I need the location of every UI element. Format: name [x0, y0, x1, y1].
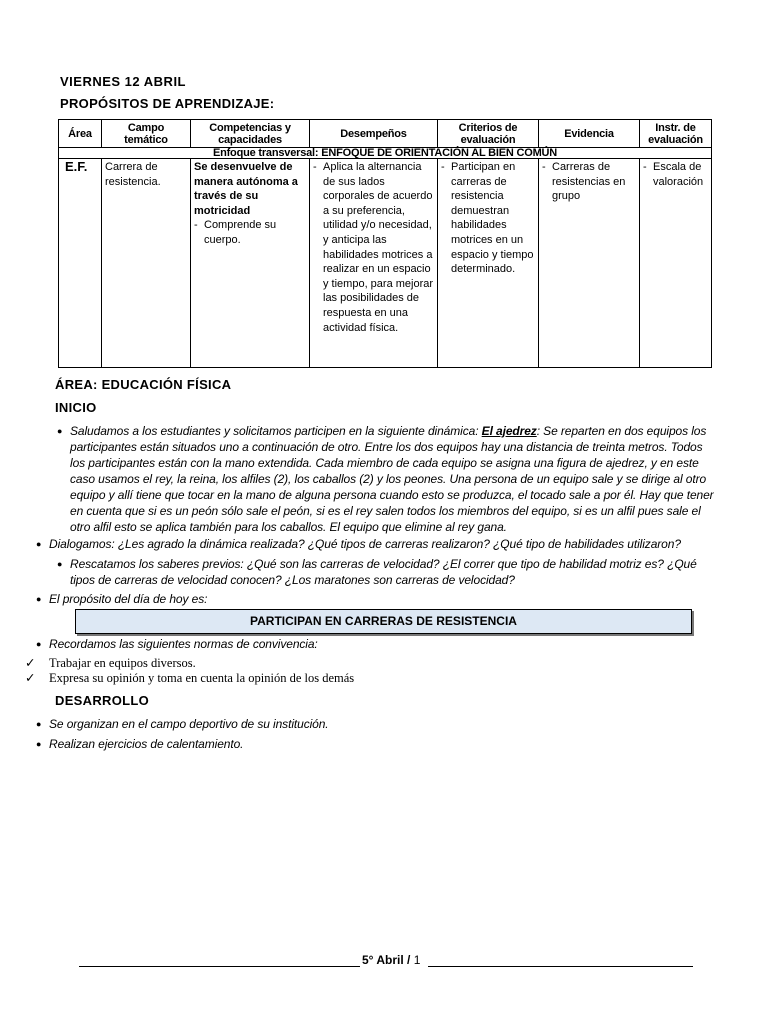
- col-header-campo: Campo temático: [102, 120, 191, 148]
- col-header-evidencia: Evidencia: [539, 120, 640, 148]
- bullet-icon: ●: [36, 594, 42, 604]
- enfoque-transversal: Enfoque transversal: ENFOQUE DE ORIENTACIÓN AL BIEN COMÚN: [59, 148, 712, 159]
- list-item: ● Dialogamos: ¿Les agrado la dinámica realizada? ¿Qué tipos de carreras realizaron? ¿Qué tipo de habilidades utilizaron?: [36, 537, 681, 551]
- list-item: ● Recordamos las siguientes normas de convivencia:: [36, 637, 318, 651]
- purposes-heading: PROPÓSITOS DE APRENDIZAJE:: [60, 96, 275, 111]
- list-item: ● Saludamos a los estudiantes y solicitamos participen en la siguiente dinámica: El ajedrez: Se reparten en dos equipos los participantes están situados uno a continuación de otro. Entre los dos equipos hay una distancia de treinta metros. Todos los participantes están con la mano extendida. Cada miembro de cada equipo se asigna una figura de ajedrez, y en este caso usamos el rey, la reina, los alfiles (2), los caballos (2) y los peones. Una persona de un equipo sale y se dirige al otro equipo y allí tiene que tocar en la mano de alguna persona cuando esto se produzca, el tocado sale a por él. Hay que tener en cuenta que si es un peón sólo sale el peón, si es el rey salen todos los miembros del equipo, si es un alfil pues sale el otro alfil esto se aplica también para los caballos. El equipo que elimine al rey gana.: [57, 424, 714, 534]
- bullet-icon: ●: [36, 539, 42, 549]
- page-number: 1: [413, 953, 421, 967]
- checkmark-icon: ✓: [25, 656, 36, 670]
- col-header-criterios: Criterios de evaluación: [438, 120, 539, 148]
- col-header-competencias: Competencias y capacidades: [191, 120, 310, 148]
- bullet-icon: ●: [36, 719, 42, 729]
- day-heading: VIERNES 12 ABRIL: [60, 74, 186, 89]
- table-row: [59, 159, 712, 368]
- cell-campo: Carrera de resistencia.: [102, 159, 191, 368]
- learning-purposes-table: [58, 119, 712, 368]
- desarrollo-title: DESARROLLO: [55, 693, 149, 708]
- col-header-instrumento: Instr. de evaluación: [640, 120, 712, 148]
- page-footer: 5° Abril / 1: [362, 953, 421, 967]
- competencia-text: Se desenvuelve de manera autónoma a través de su motricidad: [194, 161, 298, 217]
- cell-area: E.F.: [59, 159, 102, 368]
- cell-instrumento: - Escala de valoración: [640, 159, 712, 368]
- bullet-icon: ●: [36, 739, 42, 749]
- cell-criterios: - Participan en carreras de resistencia demuestran habilidades motrices en un espacio y tiempo determinado.: [438, 159, 539, 368]
- inicio-title: INICIO: [55, 400, 97, 415]
- game-name: El ajedrez: [481, 424, 537, 438]
- checkmark-icon: ✓: [25, 671, 36, 685]
- col-header-area: Área: [59, 120, 102, 148]
- cell-competencias: Se desenvuelve de manera autónoma a través de su motricidad - Comprende su cuerpo.: [191, 159, 310, 368]
- list-item: ● Rescatamos los saberes previos: ¿Qué son las carreras de velocidad? ¿El correr que tipo de habilidad motriz es? ¿Qué tipos de carreras de velocidad conocen? ¿Los maratones son carreras de velocidad?: [57, 557, 697, 587]
- norm-item: ✓ Trabajar en equipos diversos.: [25, 656, 196, 670]
- bullet-icon: ●: [57, 426, 63, 436]
- cell-evidencia: - Carreras de resistencias en grupo: [539, 159, 640, 368]
- norm-item: ✓ Expresa su opinión y toma en cuenta la opinión de los demás: [25, 671, 355, 685]
- bullet-icon: ●: [36, 639, 42, 649]
- footer-rule-left: [79, 966, 360, 967]
- list-item: ● Se organizan en el campo deportivo de su institución.: [36, 717, 329, 731]
- list-item: ● Realizan ejercicios de calentamiento.: [36, 737, 244, 751]
- cell-desempenos: - Aplica la alternancia de sus lados corporales de acuerdo a su preferencia, utilidad y/o necesidad, y anticipa las habilidades motrices a realizar en un espacio y tiempo, para mejorar las posibilidades de respuesta en una actividad física.: [310, 159, 438, 368]
- bullet-icon: ●: [57, 559, 63, 569]
- area-title: ÁREA: EDUCACIÓN FÍSICA: [55, 377, 232, 392]
- col-header-desempenos: Desempeños: [310, 120, 438, 148]
- footer-rule-right: [428, 966, 693, 967]
- purpose-banner: PARTICIPAN EN CARRERAS DE RESISTENCIA: [75, 609, 692, 634]
- capacidad-text: Comprende su cuerpo.: [204, 219, 277, 246]
- list-item: ● El propósito del día de hoy es:: [36, 592, 208, 606]
